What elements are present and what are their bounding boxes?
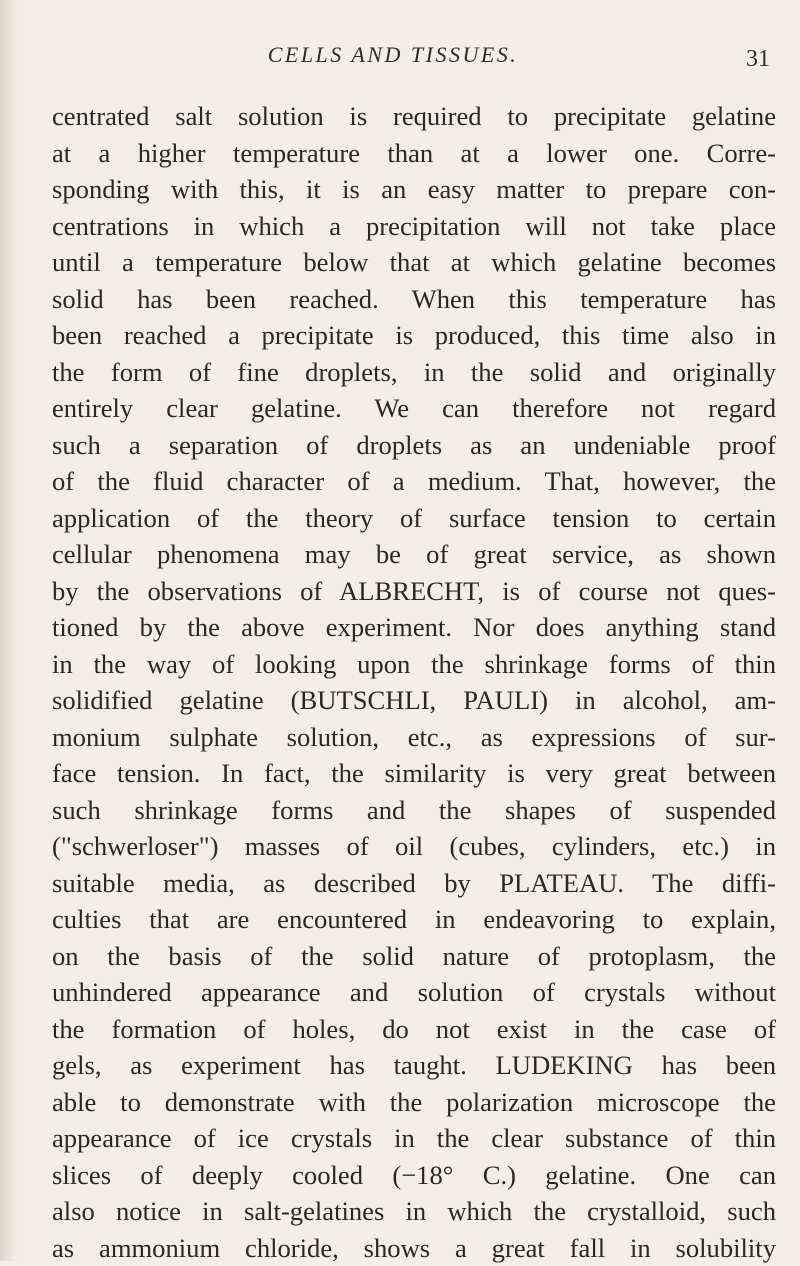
text-line: sponding with this, it is an easy matter to prepare con-: [52, 171, 776, 208]
page-edge-shadow: [0, 0, 18, 1261]
text-line: slices of deeply cooled (−18° C.) gelatine. One can: [52, 1157, 776, 1194]
text-line: until a temperature below that at which gelatine becomes: [52, 244, 776, 281]
text-line: been reached a precipitate is produced, this time also in: [52, 317, 776, 354]
text-line: unhindered appearance and solution of crystals without: [52, 974, 776, 1011]
text-line: application of the theory of surface tension to certain: [52, 500, 776, 537]
text-line: appearance of ice crystals in the clear substance of thin: [52, 1120, 776, 1157]
text-line: by the observations of ALBRECHT, is of course not ques-: [52, 573, 776, 610]
page-number: 31: [746, 46, 770, 73]
text-line: able to demonstrate with the polarization microscope the: [52, 1084, 776, 1121]
text-line: such a separation of droplets as an undeniable proof: [52, 427, 776, 464]
text-line: ("schwerloser") masses of oil (cubes, cylinders, etc.) in: [52, 828, 776, 865]
text-line: the formation of holes, do not exist in the case of: [52, 1011, 776, 1048]
body-text: [52, 98, 776, 1266]
text-line: such shrinkage forms and the shapes of suspended: [52, 792, 776, 829]
text-line: suitable media, as described by PLATEAU. The diffi-: [52, 865, 776, 902]
text-line: as ammonium chloride, shows a great fall in solubility: [52, 1230, 776, 1266]
text-line: the form of fine droplets, in the solid and originally: [52, 354, 776, 391]
text-line: at a higher temperature than at a lower one. Corre-: [52, 135, 776, 172]
text-line: also notice in salt-gelatines in which the crystalloid, such: [52, 1193, 776, 1230]
text-line: monium sulphate solution, etc., as expressions of sur-: [52, 719, 776, 756]
text-line: solid has been reached. When this temperature has: [52, 281, 776, 318]
text-line: entirely clear gelatine. We can therefore not regard: [52, 390, 776, 427]
text-line: in the way of looking upon the shrinkage forms of thin: [52, 646, 776, 683]
chapter-title: CELLS AND TISSUES.: [88, 42, 698, 68]
text-line: cellular phenomena may be of great service, as shown: [52, 536, 776, 573]
text-line: solidified gelatine (BUTSCHLI, PAULI) in alcohol, am-: [52, 682, 776, 719]
text-line: centrated salt solution is required to precipitate gelatine: [52, 98, 776, 135]
text-line: gels, as experiment has taught. LUDEKING has been: [52, 1047, 776, 1084]
running-head: [88, 28, 778, 68]
text-line: centrations in which a precipitation will not take place: [52, 208, 776, 245]
text-line: face tension. In fact, the similarity is very great between: [52, 755, 776, 792]
text-line: tioned by the above experiment. Nor does anything stand: [52, 609, 776, 646]
text-line: of the fluid character of a medium. That, however, the: [52, 463, 776, 500]
text-line: on the basis of the solid nature of protoplasm, the: [52, 938, 776, 975]
text-line: culties that are encountered in endeavoring to explain,: [52, 901, 776, 938]
